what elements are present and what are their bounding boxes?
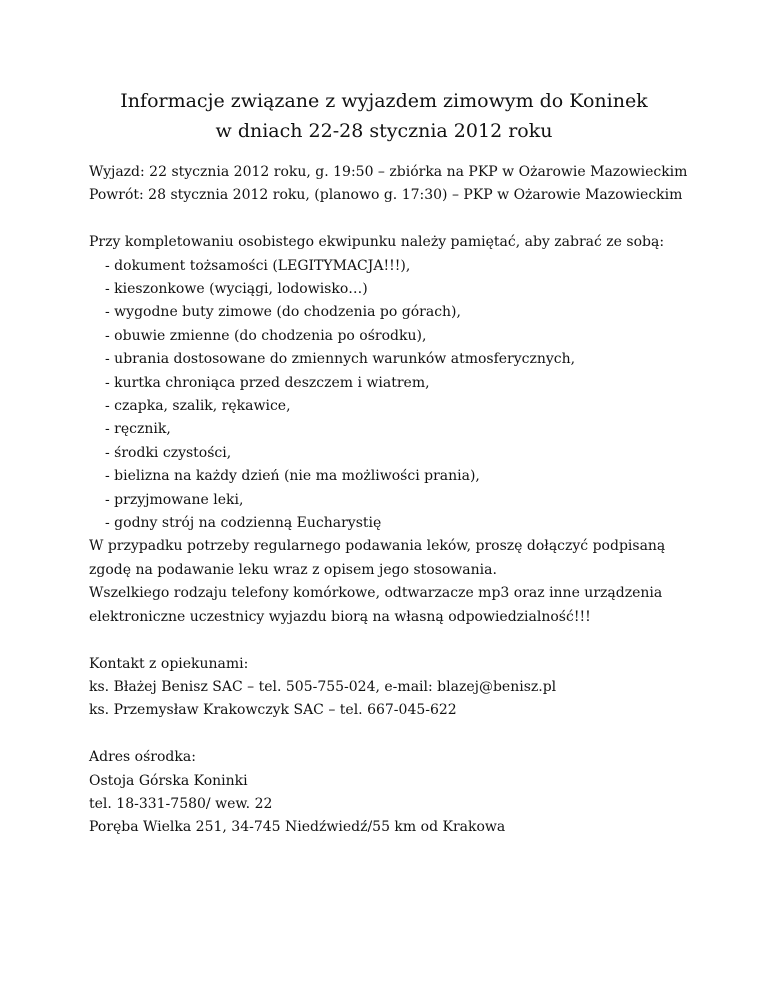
document-title <box>0 86 768 146</box>
title-line-2: w dniach 22-28 stycznia 2012 roku <box>215 120 553 142</box>
equipment-list <box>89 255 729 536</box>
address-phone: tel. 18-331-7580/ wew. 22 <box>89 795 273 812</box>
list-item: - czapka, szalik, rękawice, <box>105 398 291 415</box>
contact-heading: Kontakt z opiekunami: <box>89 655 249 672</box>
return-line: Powrót: 28 stycznia 2012 roku, (planowo g. 17:30) – PKP w Ożarowie Mazowieckim <box>89 187 683 204</box>
address-street: Poręba Wielka 251, 34-745 Niedźwiedź/55 km od Krakowa <box>89 819 506 836</box>
medication-note-line-2: zgodę na podawanie leku wraz z opisem jego stosowania. <box>89 561 497 578</box>
equipment-section <box>89 231 729 629</box>
address-section <box>89 746 729 840</box>
list-item: - ręcznik, <box>105 421 171 438</box>
contact-person-1: ks. Błażej Benisz SAC – tel. 505-755-024, e-mail: blazej@benisz.pl <box>89 678 557 695</box>
list-item: - kieszonkowe (wyciągi, lodowisko…) <box>105 281 368 298</box>
list-item: - obuwie zmienne (do chodzenia po ośrodku), <box>105 327 427 344</box>
address-heading: Adres ośrodka: <box>89 749 196 766</box>
list-item: - dokument tożsamości (LEGITYMACJA!!!), <box>105 257 411 274</box>
equipment-intro: Przy kompletowaniu osobistego ekwipunku należy pamiętać, aby zabrać ze sobą: <box>89 234 665 251</box>
list-item: - godny strój na codzienną Eucharystię <box>105 515 382 532</box>
spacer <box>89 208 729 231</box>
spacer <box>89 723 729 746</box>
list-item: - środki czystości, <box>105 444 232 461</box>
address-name: Ostoja Górska Koninki <box>89 772 248 789</box>
list-item: - wygodne buty zimowe (do chodzenia po górach), <box>105 304 461 321</box>
departure-line: Wyjazd: 22 stycznia 2012 roku, g. 19:50 – zbiórka na PKP w Ożarowie Mazowieckim <box>89 164 688 180</box>
medication-note-line-1: W przypadku potrzeby regularnego podawania leków, proszę dołączyć podpisaną <box>89 538 666 555</box>
trip-dates-section <box>89 161 729 208</box>
title-line-1: Informacje związane z wyjazdem zimowym do Koninek <box>120 90 648 112</box>
document-body <box>89 161 729 840</box>
contact-person-2: ks. Przemysław Krakowczyk SAC – tel. 667-045-622 <box>89 702 457 719</box>
list-item: - ubrania dostosowane do zmiennych warunków atmosferycznych, <box>105 351 576 368</box>
electronics-note-line-2: elektroniczne uczestnicy wyjazdu biorą na własną odpowiedzialność!!! <box>89 608 591 625</box>
list-item: - przyjmowane leki, <box>105 491 244 508</box>
list-item: - bielizna na każdy dzień (nie ma możliwości prania), <box>105 468 480 485</box>
contact-section <box>89 653 729 723</box>
list-item: - kurtka chroniąca przed deszczem i wiatrem, <box>105 374 430 391</box>
electronics-note-line-1: Wszelkiego rodzaju telefony komórkowe, odtwarzacze mp3 oraz inne urządzenia <box>89 585 663 602</box>
spacer <box>89 629 729 652</box>
